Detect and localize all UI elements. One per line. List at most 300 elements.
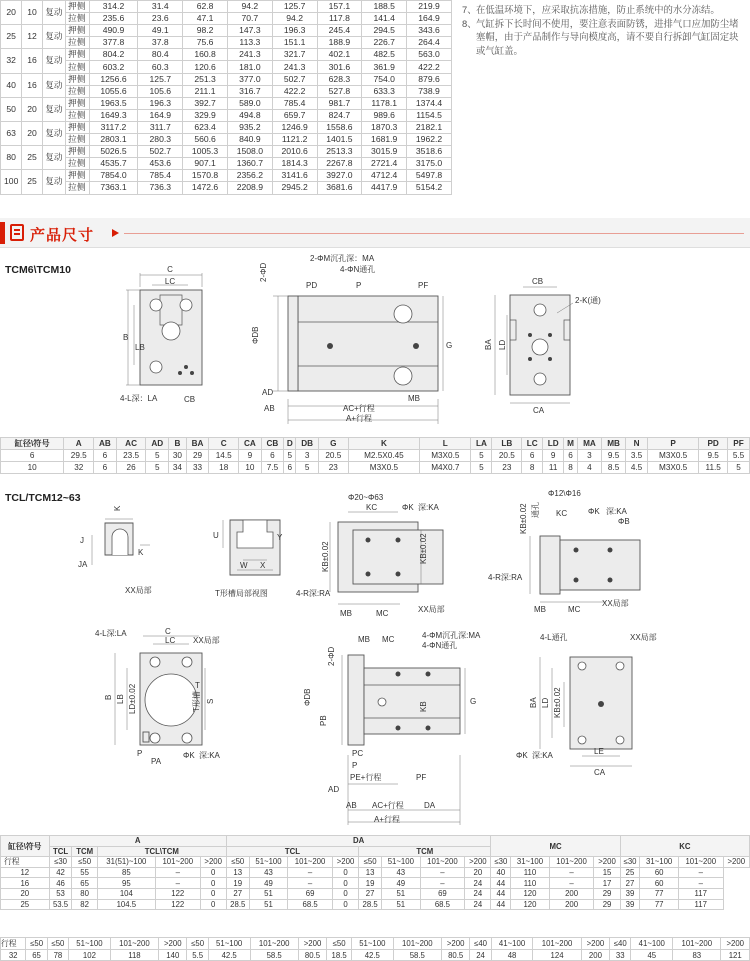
table-header-cell: 41~100 — [631, 938, 673, 950]
table-cell: 32 — [1, 950, 26, 961]
table-cell: 104.5 — [97, 899, 155, 910]
label-pd: PD — [306, 281, 318, 290]
table-cell: 17 — [594, 878, 620, 889]
table-row — [1, 37, 452, 49]
dot — [598, 701, 604, 707]
table-cell: 5.5 — [728, 450, 750, 462]
table-cell: 117.8 — [317, 13, 362, 25]
label-ba: BA — [529, 697, 538, 708]
cell-mode: 复动 — [42, 25, 65, 49]
table-cell: – — [420, 867, 465, 878]
hole — [534, 373, 546, 385]
label-xx: XX局部 — [418, 605, 445, 614]
label-b: B — [104, 694, 113, 700]
table-header-cell: 101~200 — [673, 938, 721, 950]
table-cell: 58.5 — [393, 950, 441, 961]
table-cell: 628.3 — [317, 73, 362, 85]
table-cell: 1963.5 — [89, 97, 138, 109]
table-cell: 拉侧 — [66, 61, 89, 73]
dot — [184, 365, 188, 369]
table-cell: 44 — [491, 878, 511, 889]
table-cell: 78 — [47, 950, 68, 961]
cell-bore: 40 — [1, 73, 22, 97]
label-mb: MB — [534, 605, 546, 614]
table-cell: 55 — [72, 867, 97, 878]
tcl-h-tcm: TCM — [72, 846, 97, 857]
table-cell: – — [155, 878, 200, 889]
table-cell: M3X0.5 — [348, 462, 419, 474]
table-cell: M2.5X0.45 — [348, 450, 419, 462]
table-cell: 301.6 — [317, 61, 362, 73]
table-cell: 42.5 — [208, 950, 250, 961]
table-cell: 110 — [511, 867, 550, 878]
table-header-cell: L — [420, 438, 471, 450]
table-cell: 824.7 — [317, 109, 362, 121]
label-k: ΦK — [516, 751, 528, 760]
table-cell: 754.0 — [362, 73, 407, 85]
table-cell: 5 — [146, 462, 169, 474]
label-ka: 深:KA — [532, 751, 553, 760]
table-row — [1, 462, 750, 474]
table-row — [1, 121, 452, 133]
table-cell: 3141.6 — [272, 170, 317, 182]
table-cell: 33 — [610, 950, 631, 961]
hole — [150, 361, 162, 373]
table-header-cell: >200 — [200, 857, 226, 868]
label-mc: MC — [568, 605, 581, 614]
table-cell: 3117.2 — [89, 121, 138, 133]
table-cell: 11 — [543, 462, 564, 474]
table-header-cell: LC — [522, 438, 543, 450]
hole — [616, 662, 624, 670]
table-header-cell: 31~100 — [511, 857, 550, 868]
tcl-dimension-table — [0, 835, 750, 910]
section-bar — [0, 222, 5, 244]
label-a: A+行程 — [346, 414, 373, 423]
cell-bore: 63 — [1, 121, 22, 145]
table-cell: 7363.1 — [89, 182, 138, 194]
table-cell: 44 — [491, 888, 511, 899]
table-cell: 5154.2 — [407, 182, 452, 194]
label-kb: KB±0.02 — [321, 541, 330, 572]
table-cell: 120 — [511, 899, 550, 910]
table-cell: 24 — [465, 899, 491, 910]
table-header-cell: ≤50 — [187, 938, 208, 950]
table-cell: 48 — [491, 950, 533, 961]
table-cell: 785.4 — [138, 170, 183, 182]
table-cell: 95 — [97, 878, 155, 889]
table-cell: 3.5 — [626, 450, 648, 462]
table-cell: 51 — [382, 888, 421, 899]
label-x: X — [260, 561, 266, 570]
table-header-cell: 101~200 — [420, 857, 465, 868]
table-header-cell: 101~200 — [393, 938, 441, 950]
table-cell: 押侧 — [66, 73, 89, 85]
table-cell: 502.7 — [272, 73, 317, 85]
table-cell: 122 — [155, 899, 200, 910]
table-cell: 241.3 — [272, 61, 317, 73]
table-cell: 60.3 — [138, 61, 183, 73]
table-header-cell: 101~200 — [288, 857, 333, 868]
hole — [150, 299, 162, 311]
table-row — [1, 888, 750, 899]
table-cell: 0 — [200, 899, 226, 910]
table-cell: 560.6 — [183, 134, 228, 146]
table-cell: 2182.1 — [407, 121, 452, 133]
table-cell: 160.8 — [183, 49, 228, 61]
table-cell: 5497.8 — [407, 170, 452, 182]
label-r: 4-R深:RA — [488, 573, 523, 582]
hole — [534, 304, 546, 316]
table-cell: 33 — [186, 462, 209, 474]
table-header-cell: ≤30 — [49, 857, 72, 868]
table-cell: 294.5 — [362, 25, 407, 37]
table-cell: 拉侧 — [66, 182, 89, 194]
table-cell: 241.3 — [227, 49, 272, 61]
label-ab: AB — [264, 404, 275, 413]
table-header-cell: ≤50 — [26, 938, 47, 950]
tcl-h-a: A — [49, 836, 226, 847]
table-cell: 502.7 — [138, 146, 183, 158]
table-cell: 68.5 — [288, 899, 333, 910]
table-cell: 24 — [470, 950, 491, 961]
tcl-top-view-small — [488, 488, 688, 614]
table-row — [1, 938, 750, 950]
table-cell: 140 — [159, 950, 187, 961]
table-cell: 1472.6 — [183, 182, 228, 194]
table-cell: 8 — [522, 462, 543, 474]
table-header-cell: AD — [146, 438, 169, 450]
tslot-view — [205, 510, 295, 600]
table-cell: 2513.3 — [317, 146, 362, 158]
tcl-rear-view — [516, 632, 670, 777]
table-cell: 3015.9 — [362, 146, 407, 158]
table-cell: 53 — [49, 888, 72, 899]
table-cell: 219.9 — [407, 1, 452, 13]
dot — [396, 672, 401, 677]
table-cell: 29 — [186, 450, 209, 462]
table-cell: 1558.6 — [317, 121, 362, 133]
table-cell: 77 — [640, 899, 679, 910]
table-cell: 24 — [465, 878, 491, 889]
label-xx: XX局部 — [630, 633, 657, 642]
table-cell: 422.2 — [272, 85, 317, 97]
table-cell: 6 — [1, 450, 64, 462]
table-header-cell: 101~200 — [678, 857, 723, 868]
section-header — [0, 218, 750, 248]
table-cell: 321.7 — [272, 49, 317, 61]
table-header-cell: >200 — [594, 857, 620, 868]
table-cell: 311.7 — [138, 121, 183, 133]
table-cell: 23 — [492, 462, 522, 474]
table-cell: 9.5 — [699, 450, 728, 462]
table-cell: 151.1 — [272, 37, 317, 49]
label-l: 4-L通孔 — [540, 633, 568, 642]
label-pf: PF — [416, 773, 427, 782]
cell-mode: 复动 — [42, 146, 65, 170]
table-cell: 23.5 — [116, 450, 146, 462]
table-cell: 27 — [620, 878, 640, 889]
label-xx: XX局部 — [602, 599, 629, 608]
table-cell: M3X0.5 — [647, 450, 698, 462]
table-header-cell: 101~200 — [155, 857, 200, 868]
table-cell: 1256.6 — [89, 73, 138, 85]
label-pa: PA — [151, 757, 162, 766]
label-w: W — [240, 561, 248, 570]
table-header-cell: ≤50 — [226, 857, 249, 868]
table-cell: 188.9 — [317, 37, 362, 49]
label-xx: XX局部 — [193, 636, 220, 645]
table-cell: 120 — [511, 888, 550, 899]
label-a: A+行程 — [374, 815, 401, 824]
table-cell: 32 — [64, 462, 94, 474]
label-lb: LB — [135, 343, 145, 352]
table-cell: 392.7 — [183, 97, 228, 109]
label-mb: MB — [358, 635, 370, 644]
table-cell: 30 — [169, 450, 187, 462]
table-cell: 6 — [261, 450, 284, 462]
dot — [413, 343, 419, 349]
table-cell: 3175.0 — [407, 158, 452, 170]
table-cell: 1962.2 — [407, 134, 452, 146]
label-ad: AD — [262, 388, 274, 397]
table-cell: 5 — [471, 450, 492, 462]
document-icon — [10, 224, 24, 241]
table-cell: 2010.6 — [272, 146, 317, 158]
label-mc: MC — [382, 635, 395, 644]
table-cell: 13 — [359, 867, 382, 878]
table-cell: 0 — [332, 878, 358, 889]
table-cell: 10 — [239, 462, 262, 474]
label-lc: LC — [164, 277, 176, 286]
cell-mode: 复动 — [42, 97, 65, 121]
dot — [178, 371, 182, 375]
table-cell: 402.1 — [317, 49, 362, 61]
cell-mode: 复动 — [42, 73, 65, 97]
table-header-cell: ≤50 — [327, 938, 352, 950]
table-cell: 563.0 — [407, 49, 452, 61]
table-header-cell: A — [64, 438, 94, 450]
force-table — [0, 0, 452, 195]
table-cell: 26 — [116, 462, 146, 474]
table-header-cell: >200 — [721, 938, 750, 950]
table-cell: 1154.5 — [407, 109, 452, 121]
tcl-header-row-1 — [1, 836, 750, 847]
table-cell: 23.6 — [138, 13, 183, 25]
table-cell: 47.1 — [183, 13, 228, 25]
hole — [616, 736, 624, 744]
table-cell: 7.5 — [261, 462, 284, 474]
table-cell: 102 — [69, 950, 111, 961]
table-cell: 23 — [318, 462, 348, 474]
table-cell: 9 — [239, 450, 262, 462]
tcm-label: TCM6\TCM10 — [5, 264, 71, 276]
label-kb: KB±0.02 — [553, 687, 562, 718]
table-cell: 0 — [200, 888, 226, 899]
table-cell: 49 — [249, 878, 288, 889]
table-cell: 77 — [640, 888, 679, 899]
table-cell: – — [288, 878, 333, 889]
table-cell: 18.5 — [327, 950, 352, 961]
table-cell: 2356.2 — [227, 170, 272, 182]
hole — [394, 367, 412, 385]
table-header-cell: LA — [471, 438, 492, 450]
table-header-cell: ≤30 — [491, 857, 511, 868]
table-cell: 196.3 — [272, 25, 317, 37]
tcl-front-view — [95, 628, 235, 768]
table-header-cell: ≤50 — [359, 857, 382, 868]
label-pc: PC — [352, 749, 364, 758]
label-da: DA — [424, 801, 436, 810]
cell-mode: 复动 — [42, 121, 65, 145]
label-kb: KB±0.02 — [519, 503, 528, 534]
table-header-cell: K — [348, 438, 419, 450]
table-header-cell: >200 — [723, 857, 749, 868]
table-cell: 43 — [249, 867, 288, 878]
table-cell: 8 — [564, 462, 578, 474]
table-cell: 拉侧 — [66, 85, 89, 97]
cell-bore: 32 — [1, 49, 22, 73]
label-ld: LD — [498, 339, 507, 350]
table-cell: 361.9 — [362, 61, 407, 73]
label-j: J — [80, 536, 84, 545]
table-cell: 拉侧 — [66, 109, 89, 121]
hole — [578, 662, 586, 670]
table-cell: 0 — [332, 867, 358, 878]
table-cell: 29.5 — [64, 450, 94, 462]
table-cell: 65 — [72, 878, 97, 889]
table-cell: 60 — [640, 878, 679, 889]
table-header-cell: ≤50 — [47, 938, 68, 950]
table-header-cell: LD — [543, 438, 564, 450]
table-cell: 1508.0 — [227, 146, 272, 158]
table-cell: – — [678, 867, 723, 878]
dot — [574, 578, 579, 583]
tcl-label: TCL/TCM12~63 — [5, 492, 81, 504]
table-cell: 659.7 — [272, 109, 317, 121]
table-row — [1, 158, 452, 170]
tcl-dimension-table-32 — [0, 937, 750, 961]
cell-mode: 复动 — [42, 1, 65, 25]
table-cell: 押侧 — [66, 49, 89, 61]
table-row — [1, 182, 452, 194]
table-header-cell: >200 — [441, 938, 469, 950]
table-cell: 3681.6 — [317, 182, 362, 194]
tcl-h-tcl: TCL — [49, 846, 72, 857]
tcl-top-view — [296, 492, 493, 622]
table-header-cell: ≤40 — [610, 938, 631, 950]
table-cell: 51 — [382, 899, 421, 910]
tcl-bore — [145, 674, 197, 726]
table-cell: 453.6 — [138, 158, 183, 170]
table-cell: 840.9 — [227, 134, 272, 146]
label-l: 4-L深：LA — [120, 394, 158, 403]
tcm-dimension-table — [0, 437, 750, 474]
label-ld: LD — [541, 697, 550, 708]
label-r: 4-R深:RA — [296, 589, 331, 598]
table-cell: 82 — [72, 899, 97, 910]
table-cell: 7854.0 — [89, 170, 138, 182]
table-cell: 69 — [420, 888, 465, 899]
table-cell: 1401.5 — [317, 134, 362, 146]
table-cell: 14.5 — [209, 450, 239, 462]
table-cell: 122 — [155, 888, 200, 899]
label-n: 4-ΦN通孔 — [340, 265, 376, 274]
table-cell: 51 — [249, 888, 288, 899]
table-header-cell: PD — [699, 438, 728, 450]
table-cell: 6 — [284, 462, 296, 474]
dot — [574, 548, 579, 553]
table-cell: 157.1 — [317, 1, 362, 13]
table-cell: 200 — [549, 899, 594, 910]
label-mb: MB — [340, 609, 352, 618]
table-header-cell: G — [318, 438, 348, 450]
table-cell: 118 — [110, 950, 158, 961]
table-row — [1, 170, 452, 182]
tcm-front-view — [120, 265, 230, 415]
table-cell: 70.7 — [227, 13, 272, 25]
label-pf: PF — [418, 281, 429, 290]
table-row — [1, 61, 452, 73]
xx-slot — [112, 529, 128, 555]
table-header-cell: CB — [261, 438, 284, 450]
table-cell: 42 — [49, 867, 72, 878]
table-header-cell: AB — [94, 438, 117, 450]
dot — [396, 538, 401, 543]
table-header-cell: 41~100 — [491, 938, 533, 950]
table-cell: 16 — [1, 878, 50, 889]
table-cell: 623.4 — [183, 121, 228, 133]
label-ja: JA — [78, 560, 88, 569]
cell-mode: 复动 — [42, 170, 65, 194]
table-cell: 5 — [728, 462, 750, 474]
label-ac: AC+行程 — [343, 404, 375, 413]
table-cell: 19 — [359, 878, 382, 889]
table-cell: 235.6 — [89, 13, 138, 25]
table-header-cell: 行程 — [1, 938, 26, 950]
table-header-cell: BA — [186, 438, 209, 450]
label-ab: AB — [346, 801, 357, 810]
table-header-cell: 31(51)~100 — [97, 857, 155, 868]
table-cell: 2945.2 — [272, 182, 317, 194]
dot — [426, 672, 431, 677]
table-cell: 164.9 — [407, 13, 452, 25]
table-cell: 98.2 — [183, 25, 228, 37]
table-cell: 589.0 — [227, 97, 272, 109]
cell-rod: 25 — [22, 170, 42, 194]
table-cell: 68.5 — [420, 899, 465, 910]
table-cell: 6 — [94, 462, 117, 474]
label-p: P — [352, 761, 358, 770]
table-cell: 633.3 — [362, 85, 407, 97]
table-cell: 121 — [721, 950, 750, 961]
table-cell: 80.5 — [441, 950, 469, 961]
tcl-h-bore: 缸径\符号 — [1, 836, 50, 857]
label-k: 2-K(通) — [575, 296, 601, 305]
cell-mode: 复动 — [42, 49, 65, 73]
table-cell: 2803.1 — [89, 134, 138, 146]
label-kb2: KB±0.02 — [419, 533, 428, 564]
table-cell: 49 — [382, 878, 421, 889]
table-cell: 44 — [491, 899, 511, 910]
table-cell: – — [155, 867, 200, 878]
hole — [182, 733, 192, 743]
table-cell: 6 — [564, 450, 578, 462]
cell-rod: 12 — [22, 25, 42, 49]
top2-plate — [540, 536, 560, 594]
table-cell: 押侧 — [66, 97, 89, 109]
cell-bore: 50 — [1, 97, 22, 121]
